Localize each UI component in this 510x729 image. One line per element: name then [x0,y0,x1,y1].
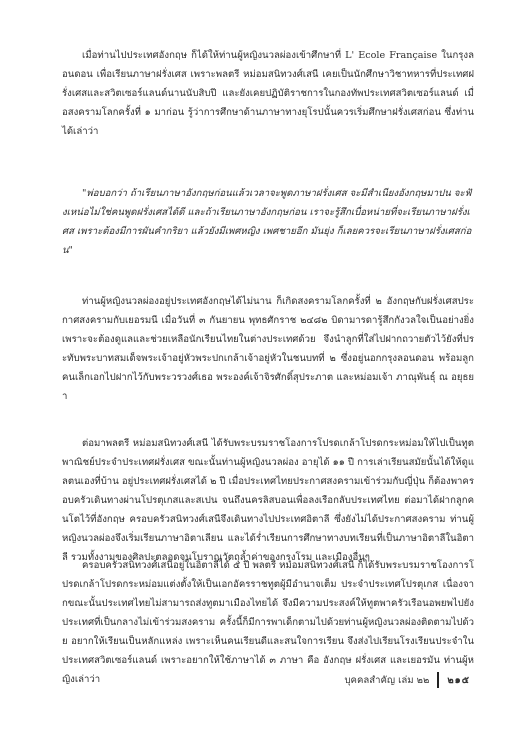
quote-paragraph: "พ่อบอกว่า ถ้าเรียนภาษาอังกฤษก่อนแล้วเวลาจะพูดภาษาฝรั่งเศส จะมีสำเนียงอังกฤษมาปน จะฟังเหน่อไม่ใช่คนพูดฝรั่งเศสได้ดี และถ้าเรียนภาษาอังกฤษก่อน เราจะรู้สึกเบื่อหน่ายที่จะเรียนภาษาฝรั่งเศส เพราะต้องมีการผันคำกริยา แล้วยังมีเพศหญิง เพศชายอีก มันยุ่ง ก็เลยควรจะเรียนภาษาฝรั่งเศสก่อน" [62,188,472,256]
paragraph-2: ท่านผู้หญิงนวลผ่องอยู่ประเทศอังกฤษได้ไม่นาน ก็เกิดสงครามโลกครั้งที่ ๒ อังกฤษกับฝรั่งเศสประกาศสงครามกับเยอรมนี เมื่อวันที่ ๓ กันยายน พุทธศักราช ๒๔๘๒ บิดามารดารู้สึกกังวลใจเป็นอย่างยิ่ง เพราะจะต้องดูแลและช่วยเหลือนักเรียนไทยในต่างประเทศด้วย จึงนำลูกที่ใส่ไปฝากถวายตัวไว้ยังที่ประทับพระบาทสมเด็จพระเจ้าอยู่หัวพระปกเกล้าเจ้าอยู่หัวในชนบทที่ ๒ ซึ่งอยู่นอกกรุงลอนดอน พร้อมลูกคนเล็กเอกไปฝากไว้กับพระวรวงศ์เธอ พระองค์เจ้าจิรศักดิ์สุประภาต และหม่อมเจ้า ภาณุพันธุ์ ณ อยุธยา [62,296,474,402]
page-footer [280,672,470,688]
paragraph-1: เมื่อท่านไปประเทศอังกฤษ ก็ได้ให้ท่านผู้หญิงนวลผ่องเข้าศึกษาที่ L' Ecole Française ในกรุงลอนดอน เพื่อเรียนภาษาฝรั่งเศส เพราะพลตรี หม่อมสนิทวงศ์เสนี เคยเป็นนักศึกษาวิชาทหารที่ประเทศฝรั่งเศสและสวิตเซอร์แลนด์นานนับสิบปี และยังเคยปฏิบัติราชการในกองทัพประเทศสวิตเซอร์แลนด์ เมื่อสงครามโลกครั้งที่ ๑ มาก่อน รู้ว่าการศึกษาด้านภาษาทางยุโรปนั้นควรเริ่มศึกษาฝรั่งเศสก่อน ซึ่งท่านได้เล่าว่า [62,50,474,137]
footer-book-title: บุคคลสำคัญ เล่ม ๒๒ [344,674,430,686]
paragraph-4: ครอบครัวสนิทวงศ์เสนีอยู่ในอิตาลีได้ ๕ ปี พลตรี หม่อมสนิทวงศ์เสนี ก็ได้รับพระบรมราชโองการโปรดเกล้าโปรดกระหม่อมแต่งตั้งให้เป็นเอกอัครราชทูตผู้มีอำนาจเต็ม ประจำประเทศโปรตุเกส เนื่องจากขณะนั้นประเทศไทยไม่สามารถส่งทูตมาเมืองไทยได้ จึงมีความประสงค์ให้ทูตพาครัวเรือนอพยพไปยังประเทศที่เป็นกลางไม่เข้าร่วมสงคราม ครั้งนี้ก็มีการพาเด็กตามไปด้วยท่านผู้หญิงนวลผ่องติดตามไปด้วย อยากให้เรียนเป็นหลักแหล่ง เพราะเห็นคนเรียนดีและสนใจการเรียน จึงส่งไปเรียนโรงเรียนประจำในประเทศสวิตเซอร์แลนด์ เพราะอยากให้ใช้ภาษาได้ ๓ ภาษา คือ อังกฤษ ฝรั่งเศส และเยอรมัน ท่านผู้หญิงเล่าว่า [62,560,474,685]
page-number: ๒๑๕ [447,674,470,686]
footer-divider [437,672,439,688]
paragraph-3: ต่อมาพลตรี หม่อมสนิทวงศ์เสนี ได้รับพระบรมราชโองการโปรดเกล้าโปรดกระหม่อมให้ไปเป็นทูตพาณิชย์ประจำประเทศฝรั่งเศส ขณะนั้นท่านผู้หญิงนวลผ่อง อายุได้ ๑๑ ปี การเล่าเรียนสมัยนั้นได้ให้ดูแลตนเองที่บ้าน อยู่ประเทศฝรั่งเศสได้ ๒ ปี เมื่อประเทศไทยประกาศสงครามเข้าร่วมกับญี่ปุ่น ก็ต้องพาครอบครัวเดินทางผ่านโปรตุเกสและสเปน จนถึงนครลิสบอนเพื่อลงเรือกลับประเทศไทย ต่อมาได้ฝากลูกคนโตไว้ที่อังกฤษ ครอบครัวสนิทวงศ์เสนีจึงเดินทางไปประเทศอิตาลี ซึ่งยังไม่ได้ประกาศสงคราม ท่านผู้หญิงนวลผ่องจึงเริ่มเรียนภาษาอิตาเลียน และได้ร่ำเรียนการศึกษาทางบทเรียนที่เป็นภาษาอิตาลีในอิตาลี รวมทั้งงามของศิลปะตลอดจนโบราณวัตถุล้ำค่าของกรุงโรม และเมืองอื่นๆ [62,438,474,563]
